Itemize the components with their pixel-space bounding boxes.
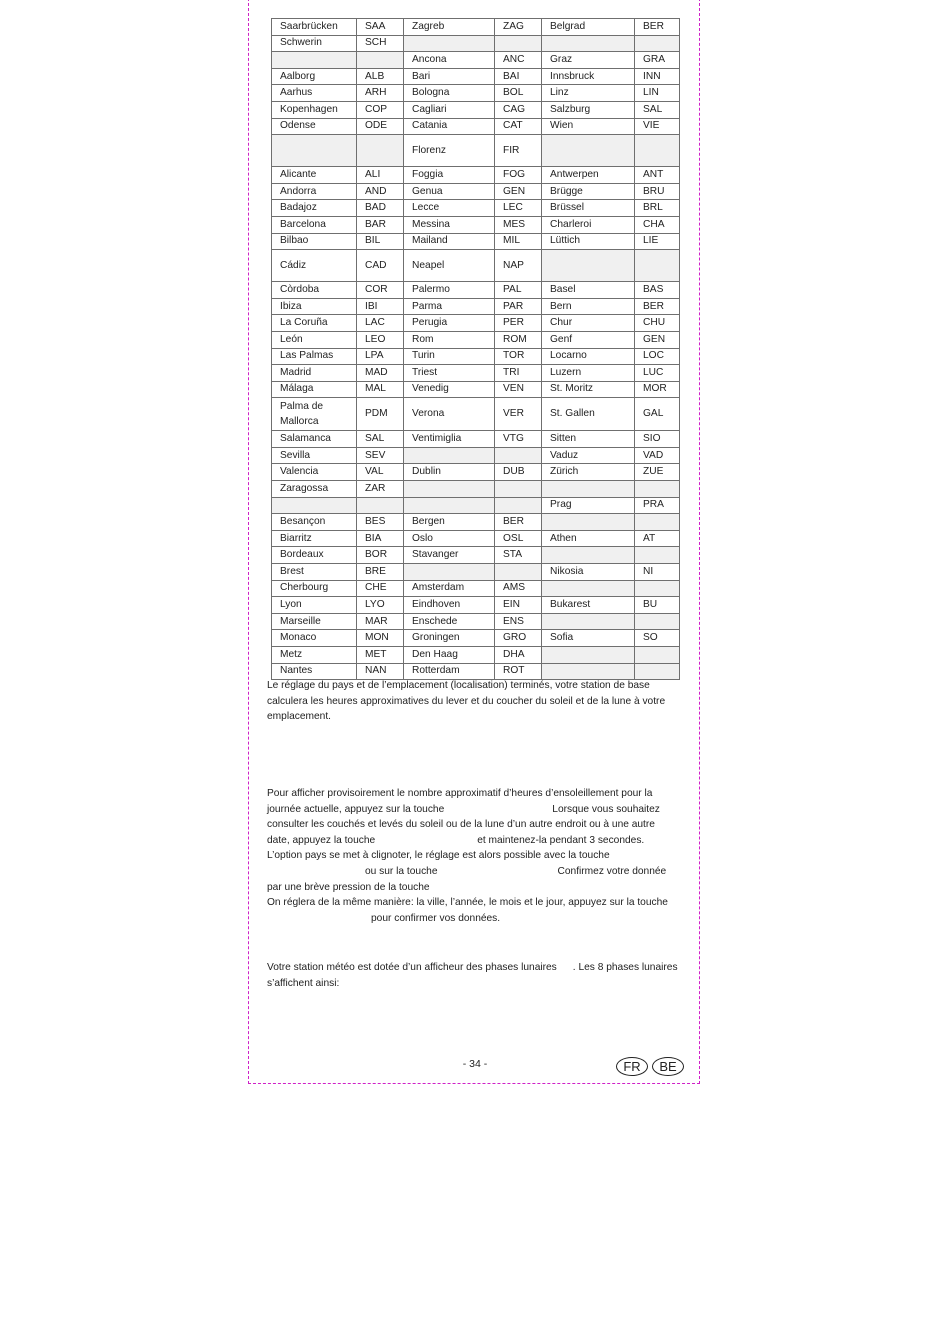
table-row (272, 282, 680, 299)
table-row (272, 497, 680, 514)
city-name-cell: Wien (542, 118, 635, 135)
city-name-cell: Bukarest (542, 597, 635, 614)
city-code-cell: ALB (357, 68, 404, 85)
city-name-cell: Saarbrücken (272, 19, 357, 36)
city-name-cell: Marseille (272, 613, 357, 630)
instruction-part-3: et maintenez-la pendant 3 secondes. L’option pays se met à clignoter, le réglage est alors possible avec la touche (267, 834, 645, 862)
city-code-cell: BOR (357, 547, 404, 564)
city-name-cell: Belgrad (542, 19, 635, 36)
city-name-cell: Badajoz (272, 200, 357, 217)
city-name-cell: Zaragossa (272, 481, 357, 498)
table-row (272, 315, 680, 332)
city-code-cell: BAS (635, 282, 680, 299)
city-name-cell: Basel (542, 282, 635, 299)
table-row (272, 381, 680, 398)
city-name-cell: Bern (542, 298, 635, 315)
city-code-cell: BIA (357, 530, 404, 547)
city-code-cell (635, 647, 680, 664)
city-name-cell (542, 547, 635, 564)
city-code-cell: COR (357, 282, 404, 299)
city-code-cell (357, 497, 404, 514)
city-name-cell: Verona (404, 398, 495, 431)
city-name-cell (542, 135, 635, 167)
city-name-cell: Schwerin (272, 35, 357, 52)
city-code-cell: GRA (635, 52, 680, 69)
city-name-cell: Palma de Mallorca (272, 398, 357, 431)
city-name-cell: Innsbruck (542, 68, 635, 85)
table-row (272, 167, 680, 184)
city-name-cell: Aarhus (272, 85, 357, 102)
city-name-cell: Las Palmas (272, 348, 357, 365)
city-code-table (271, 18, 680, 680)
city-name-cell (404, 497, 495, 514)
instruction-part-5: Confirmez votre donnée par une brève pression de la touche (267, 865, 667, 893)
city-code-cell: BRU (635, 183, 680, 200)
city-code-cell: BER (495, 514, 542, 531)
city-code-cell: VIE (635, 118, 680, 135)
city-name-cell: Parma (404, 298, 495, 315)
city-code-cell: NI (635, 564, 680, 581)
city-code-cell (495, 564, 542, 581)
city-code-cell: LEO (357, 331, 404, 348)
city-name-cell (404, 564, 495, 581)
city-code-cell: ANT (635, 167, 680, 184)
city-name-cell: Salamanca (272, 431, 357, 448)
table-row (272, 613, 680, 630)
city-code-cell (635, 547, 680, 564)
city-code-cell: BRE (357, 564, 404, 581)
city-code-cell: LIE (635, 233, 680, 250)
city-name-cell: Sitten (542, 431, 635, 448)
city-name-cell: Alicante (272, 167, 357, 184)
city-name-cell: Monaco (272, 630, 357, 647)
city-code-cell: BER (635, 19, 680, 36)
city-name-cell: Cherbourg (272, 580, 357, 597)
city-name-cell: St. Moritz (542, 381, 635, 398)
city-name-cell: Neapel (404, 250, 495, 282)
city-code-cell: PAL (495, 282, 542, 299)
table-row (272, 250, 680, 282)
city-name-cell: Zürich (542, 464, 635, 481)
city-code-cell: BAI (495, 68, 542, 85)
city-code-cell: MET (357, 647, 404, 664)
city-code-cell: SEV (357, 447, 404, 464)
city-code-cell: SIO (635, 431, 680, 448)
city-name-cell: Foggia (404, 167, 495, 184)
city-code-cell: ROT (495, 663, 542, 680)
city-code-cell: MAR (357, 613, 404, 630)
table-row (272, 398, 680, 431)
city-code-cell: DUB (495, 464, 542, 481)
city-name-cell: Brügge (542, 183, 635, 200)
city-code-cell: BRL (635, 200, 680, 217)
table-row (272, 597, 680, 614)
city-code-cell: VAL (357, 464, 404, 481)
city-name-cell: Vaduz (542, 447, 635, 464)
city-code-cell: PRA (635, 497, 680, 514)
table-row (272, 530, 680, 547)
sunshine-instructions-text (267, 786, 680, 895)
city-name-cell: Barcelona (272, 216, 357, 233)
table-row (272, 647, 680, 664)
table-row (272, 447, 680, 464)
city-code-cell: MES (495, 216, 542, 233)
city-code-cell (635, 250, 680, 282)
city-name-cell (542, 514, 635, 531)
city-code-cell: SCH (357, 35, 404, 52)
city-name-cell: Antwerpen (542, 167, 635, 184)
city-name-cell: Groningen (404, 630, 495, 647)
city-code-cell: LIN (635, 85, 680, 102)
city-name-cell: Genua (404, 183, 495, 200)
city-name-cell: Linz (542, 85, 635, 102)
city-code-cell: DHA (495, 647, 542, 664)
city-code-cell: ZAG (495, 19, 542, 36)
city-name-cell: Madrid (272, 365, 357, 382)
city-code-cell: MOR (635, 381, 680, 398)
city-code-cell: BER (635, 298, 680, 315)
city-code-cell: VTG (495, 431, 542, 448)
page-number: - 34 - (462, 1058, 488, 1070)
location-info-text: Le réglage du pays et de l’emplacement (localisation) terminés, votre station de base calculera les heures approximatives du lever et du coucher du soleil et de la lune à votre emplacement. (267, 680, 666, 723)
city-code-cell: PDM (357, 398, 404, 431)
city-name-cell: Sofia (542, 630, 635, 647)
city-name-cell: Bari (404, 68, 495, 85)
city-name-cell (272, 135, 357, 167)
table-row (272, 547, 680, 564)
city-name-cell: Valencia (272, 464, 357, 481)
city-code-cell: PAR (495, 298, 542, 315)
city-code-cell: CAD (357, 250, 404, 282)
city-code-cell: ALI (357, 167, 404, 184)
city-code-cell: ZUE (635, 464, 680, 481)
table-row (272, 464, 680, 481)
city-code-cell: MAD (357, 365, 404, 382)
city-name-cell: Palermo (404, 282, 495, 299)
city-name-cell: Sevilla (272, 447, 357, 464)
city-code-cell: STA (495, 547, 542, 564)
city-name-cell: Genf (542, 331, 635, 348)
city-code-cell: FIR (495, 135, 542, 167)
table-row (272, 35, 680, 52)
table-row (272, 431, 680, 448)
city-name-cell (404, 481, 495, 498)
table-row (272, 135, 680, 167)
table-row (272, 514, 680, 531)
city-name-cell: Bordeaux (272, 547, 357, 564)
city-table-body (272, 19, 680, 680)
city-name-cell: Charleroi (542, 216, 635, 233)
city-code-cell (635, 135, 680, 167)
city-name-cell: Còrdoba (272, 282, 357, 299)
city-code-cell: SAA (357, 19, 404, 36)
city-name-cell: Málaga (272, 381, 357, 398)
location-info-paragraph (267, 678, 680, 725)
city-name-cell: St. Gallen (542, 398, 635, 431)
city-name-cell: Lüttich (542, 233, 635, 250)
moon-phase-paragraph (267, 960, 680, 991)
city-name-cell (404, 447, 495, 464)
city-code-cell (635, 35, 680, 52)
city-name-cell: Amsterdam (404, 580, 495, 597)
city-code-cell: AT (635, 530, 680, 547)
city-name-cell: Den Haag (404, 647, 495, 664)
table-row (272, 580, 680, 597)
city-name-cell (542, 35, 635, 52)
city-name-cell: Metz (272, 647, 357, 664)
city-name-cell: Zagreb (404, 19, 495, 36)
city-code-cell: CHA (635, 216, 680, 233)
moon-phase-part-1: Votre station météo est dotée d’un afficheur des phases lunaires (267, 962, 557, 973)
city-code-cell: EIN (495, 597, 542, 614)
table-row (272, 118, 680, 135)
city-code-cell (635, 580, 680, 597)
table-row (272, 331, 680, 348)
instruction-part-2: Lorsque vous souhaitez consulter les couchés et levés du soleil ou de la lune d’un autre endroit ou à une autre date, appuyez la touche (267, 803, 660, 846)
city-code-cell: GRO (495, 630, 542, 647)
city-code-cell: ENS (495, 613, 542, 630)
city-code-cell: INN (635, 68, 680, 85)
city-name-cell: Rom (404, 331, 495, 348)
city-code-cell: SAL (357, 431, 404, 448)
city-name-cell: Ancona (404, 52, 495, 69)
city-code-cell: BES (357, 514, 404, 531)
city-code-cell: IBI (357, 298, 404, 315)
city-name-cell: Salzburg (542, 101, 635, 118)
instruction-repeat-text (267, 895, 680, 926)
instruction-part-1: Pour afficher provisoirement le nombre approximatif d’heures d’ensoleillement pour la journée actuelle, appuyez sur la touche (267, 788, 653, 815)
city-name-cell: Prag (542, 497, 635, 514)
city-code-cell (495, 497, 542, 514)
table-row (272, 101, 680, 118)
city-name-cell: Eindhoven (404, 597, 495, 614)
city-code-cell: NAN (357, 663, 404, 680)
city-name-cell: Enschede (404, 613, 495, 630)
city-code-cell: COP (357, 101, 404, 118)
city-name-cell: Perugia (404, 315, 495, 332)
city-code-cell: LEC (495, 200, 542, 217)
table-row (272, 348, 680, 365)
city-code-cell: MIL (495, 233, 542, 250)
country-badge-be: BE (652, 1057, 684, 1076)
city-code-cell: MAL (357, 381, 404, 398)
city-code-cell: ZAR (357, 481, 404, 498)
city-code-cell (357, 52, 404, 69)
city-name-cell: Locarno (542, 348, 635, 365)
city-name-cell (542, 580, 635, 597)
table-row (272, 68, 680, 85)
city-code-cell: CHE (357, 580, 404, 597)
city-name-cell: Cagliari (404, 101, 495, 118)
table-row (272, 183, 680, 200)
city-name-cell: Oslo (404, 530, 495, 547)
city-code-cell: LUC (635, 365, 680, 382)
city-name-cell: La Coruña (272, 315, 357, 332)
city-code-cell: ANC (495, 52, 542, 69)
city-code-cell: GEN (635, 331, 680, 348)
table-row (272, 365, 680, 382)
city-name-cell: Messina (404, 216, 495, 233)
country-badge-fr: FR (616, 1057, 648, 1076)
table-row (272, 233, 680, 250)
city-name-cell (542, 613, 635, 630)
table-row (272, 564, 680, 581)
city-name-cell: Triest (404, 365, 495, 382)
city-code-cell (357, 135, 404, 167)
city-name-cell: Aalborg (272, 68, 357, 85)
city-name-cell: Nikosia (542, 564, 635, 581)
city-code-cell: BOL (495, 85, 542, 102)
city-code-cell (635, 514, 680, 531)
city-name-cell: Brüssel (542, 200, 635, 217)
city-code-cell: OSL (495, 530, 542, 547)
moon-phase-text (267, 960, 680, 991)
city-code-cell: BU (635, 597, 680, 614)
city-code-cell: SO (635, 630, 680, 647)
city-code-cell: TRI (495, 365, 542, 382)
city-name-cell: Mailand (404, 233, 495, 250)
sunshine-instructions-paragraph (267, 786, 680, 926)
city-name-cell: Ibiza (272, 298, 357, 315)
table-row (272, 85, 680, 102)
city-name-cell: Lecce (404, 200, 495, 217)
city-code-cell: BAR (357, 216, 404, 233)
table-row (272, 19, 680, 36)
city-name-cell: León (272, 331, 357, 348)
city-name-cell: Venedig (404, 381, 495, 398)
city-code-cell: VAD (635, 447, 680, 464)
city-code-cell (495, 35, 542, 52)
city-name-cell: Bergen (404, 514, 495, 531)
city-code-cell: CAG (495, 101, 542, 118)
city-name-cell (542, 481, 635, 498)
city-name-cell: Lyon (272, 597, 357, 614)
table-row (272, 52, 680, 69)
city-name-cell (542, 250, 635, 282)
table-row (272, 298, 680, 315)
city-name-cell: Chur (542, 315, 635, 332)
city-code-cell: FOG (495, 167, 542, 184)
city-code-cell: GEN (495, 183, 542, 200)
moon-phase-part-2: . Les 8 phases lunaires s’affichent ainsi: (267, 962, 678, 989)
city-code-cell: ROM (495, 331, 542, 348)
city-name-cell: Graz (542, 52, 635, 69)
city-name-cell (542, 647, 635, 664)
instruction-part-6: On réglera de la même manière: la ville, l’année, le mois et le jour, appuyez sur la touche (267, 897, 668, 909)
city-name-cell (272, 52, 357, 69)
city-name-cell: Florenz (404, 135, 495, 167)
city-code-cell (495, 447, 542, 464)
city-code-cell (635, 481, 680, 498)
city-name-cell: Nantes (272, 663, 357, 680)
city-name-cell: Stavanger (404, 547, 495, 564)
city-code-cell: NAP (495, 250, 542, 282)
city-name-cell: Dublin (404, 464, 495, 481)
city-name-cell: Andorra (272, 183, 357, 200)
city-code-cell: AMS (495, 580, 542, 597)
city-name-cell: Cádiz (272, 250, 357, 282)
city-name-cell: Catania (404, 118, 495, 135)
city-code-cell: SAL (635, 101, 680, 118)
city-name-cell: Kopenhagen (272, 101, 357, 118)
city-code-cell: VER (495, 398, 542, 431)
city-code-cell: LAC (357, 315, 404, 332)
city-name-cell: Turin (404, 348, 495, 365)
city-name-cell: Bilbao (272, 233, 357, 250)
city-code-cell: BAD (357, 200, 404, 217)
city-name-cell: Luzern (542, 365, 635, 382)
city-code-cell: MON (357, 630, 404, 647)
city-code-cell: CHU (635, 315, 680, 332)
instruction-part-7: pour confirmer vos données. (371, 912, 501, 924)
city-code-cell: LYO (357, 597, 404, 614)
city-code-cell: BIL (357, 233, 404, 250)
city-code-cell: ODE (357, 118, 404, 135)
table-row (272, 630, 680, 647)
city-name-cell: Athen (542, 530, 635, 547)
city-code-cell: LPA (357, 348, 404, 365)
city-code-cell (635, 613, 680, 630)
city-name-cell: Brest (272, 564, 357, 581)
table-row (272, 200, 680, 217)
instruction-part-4: ou sur la touche (365, 865, 438, 877)
city-code-cell: LOC (635, 348, 680, 365)
table-row (272, 216, 680, 233)
city-code-cell: AND (357, 183, 404, 200)
city-code-cell: ARH (357, 85, 404, 102)
city-code-cell: GAL (635, 398, 680, 431)
city-name-cell (272, 497, 357, 514)
city-name-cell: Odense (272, 118, 357, 135)
city-name-cell: Besançon (272, 514, 357, 531)
city-code-cell: TOR (495, 348, 542, 365)
city-name-cell: Ventimiglia (404, 431, 495, 448)
city-name-cell: Bologna (404, 85, 495, 102)
table-row (272, 481, 680, 498)
city-name-cell: Rotterdam (404, 663, 495, 680)
city-code-cell (495, 481, 542, 498)
city-name-cell (404, 35, 495, 52)
city-code-cell: VEN (495, 381, 542, 398)
city-code-cell: CAT (495, 118, 542, 135)
city-name-cell: Biarritz (272, 530, 357, 547)
city-code-cell: PER (495, 315, 542, 332)
